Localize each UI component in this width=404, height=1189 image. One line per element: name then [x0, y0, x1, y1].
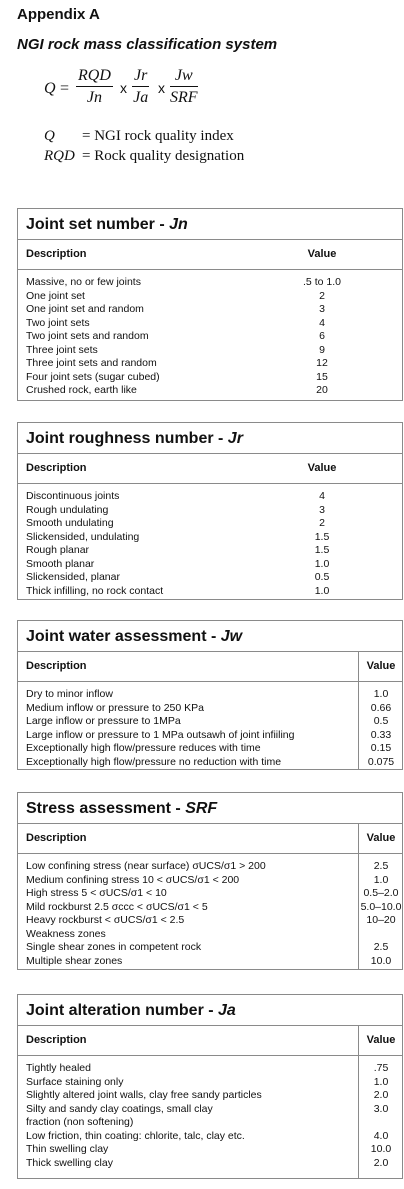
- row-value: 0.5: [314, 571, 330, 583]
- table-row: [18, 729, 402, 743]
- row-description: Medium confining stress 10 < σUCS/σ1 < 200: [26, 873, 240, 886]
- fraction-numerator: Jw: [170, 66, 198, 87]
- row-description: High stress 5 < σUCS/σ1 < 10: [26, 887, 167, 899]
- row-description: Large inflow or pressure to 1 MPa outsawh of joint infiiling: [26, 728, 295, 741]
- row-value: 2.0: [373, 1156, 389, 1169]
- table-row: [18, 290, 402, 304]
- table-row: [18, 928, 402, 942]
- row-description: Single shear zones in competent rock: [26, 941, 202, 953]
- row-value: .75: [373, 1062, 389, 1074]
- table-body: [18, 682, 402, 769]
- table-row: [18, 517, 402, 531]
- table-row: [18, 1116, 402, 1130]
- row-description: One joint set and random: [26, 303, 144, 315]
- row-value: 3: [319, 503, 325, 516]
- row-description: Thick infilling, no rock contact: [26, 584, 164, 597]
- table-row: [18, 742, 402, 756]
- column-header-description: Description: [26, 1034, 87, 1046]
- legend-rqd: [44, 148, 244, 165]
- column-header-value: Value: [366, 660, 396, 672]
- row-value: 1.5: [314, 544, 330, 556]
- table-row: [18, 1130, 402, 1144]
- table-body: [18, 270, 402, 398]
- table-row: [18, 504, 402, 518]
- table-row: [18, 955, 402, 969]
- row-value: .5 to 1.0: [303, 276, 341, 288]
- row-description: Two joint sets: [26, 316, 90, 329]
- row-description: Slickensided, planar: [26, 571, 120, 583]
- row-description: Slickensided, undulating: [26, 530, 140, 543]
- row-value: 10.0: [370, 954, 392, 967]
- column-header-row: [18, 652, 402, 682]
- row-description: Two joint sets and random: [26, 330, 149, 342]
- legend-symbol: RQD: [44, 148, 75, 164]
- table-stress-assessment: [17, 792, 403, 970]
- row-value: 2.0: [373, 1089, 389, 1101]
- page-subtitle: NGI rock mass classification system: [17, 36, 278, 53]
- row-value: 2.5: [373, 941, 389, 953]
- table-body: [18, 484, 402, 598]
- table-row: [18, 756, 402, 770]
- table-row: [18, 531, 402, 545]
- legend-q: [44, 128, 234, 145]
- row-description: Exceptionally high flow/pressure reduces with time: [26, 742, 261, 754]
- table-body: [18, 1056, 402, 1170]
- row-value: 6: [319, 330, 325, 342]
- column-header-row: [18, 454, 402, 484]
- column-header-description: Description: [26, 660, 87, 672]
- row-description: One joint set: [26, 289, 85, 302]
- row-value: 12: [316, 357, 328, 369]
- column-header-description: Description: [26, 462, 87, 474]
- fraction-numerator: RQD: [76, 66, 113, 87]
- formula-equals: =: [60, 80, 70, 97]
- row-description: Weakness zones: [26, 927, 106, 940]
- appendix-heading: Appendix A: [17, 6, 100, 23]
- row-description: Dry to minor inflow: [26, 688, 113, 700]
- table-row: [18, 688, 402, 702]
- row-value: 3.0: [373, 1102, 389, 1115]
- column-header-row: [18, 1026, 402, 1056]
- row-description: Surface staining only: [26, 1075, 124, 1088]
- row-description: Discontinuous joints: [26, 490, 120, 502]
- row-description: Rough undulating: [26, 503, 109, 516]
- row-value: 5.0–10.0: [360, 900, 402, 913]
- table-row: [18, 1157, 402, 1171]
- table-row: [18, 384, 402, 398]
- row-description: Medium inflow or pressure to 250 KPa: [26, 701, 205, 714]
- row-value: 1.0: [373, 688, 389, 700]
- column-header-description: Description: [26, 832, 87, 844]
- legend-text: = NGI rock quality index: [82, 128, 234, 144]
- table-row: [18, 558, 402, 572]
- table-row: [18, 585, 402, 599]
- row-description: Mild rockburst 2.5 σccc < σUCS/σ1 < 5: [26, 900, 208, 913]
- column-header-value: Value: [307, 248, 337, 260]
- fraction-denominator: SRF: [170, 89, 198, 106]
- row-value: 1.0: [314, 584, 330, 597]
- row-description: Low friction, thin coating: chlorite, talc, clay etc.: [26, 1129, 245, 1142]
- row-value: 2: [319, 517, 325, 529]
- column-header-value: Value: [366, 1034, 396, 1046]
- row-value: 2: [319, 289, 325, 302]
- table-joint-set-number: [17, 208, 403, 401]
- table-row: [18, 941, 402, 955]
- row-value: 20: [316, 384, 328, 396]
- table-row: [18, 571, 402, 585]
- row-description: Exceptionally high flow/pressure no reduction with time: [26, 755, 282, 768]
- table-title: Stress assessment - SRF: [18, 793, 402, 824]
- table-body: [18, 854, 402, 968]
- fraction-jr-ja: [132, 66, 149, 109]
- fraction-rqd-jn: [76, 66, 113, 109]
- row-description: Thick swelling clay: [26, 1156, 113, 1169]
- row-value: 10–20: [366, 914, 396, 926]
- row-value: 0.33: [370, 728, 392, 741]
- row-description: Crushed rock, earth like: [26, 384, 137, 396]
- table-row: [18, 371, 402, 385]
- row-description: Multiple shear zones: [26, 954, 123, 967]
- row-value: 2.5: [373, 860, 389, 872]
- row-value: 4: [319, 490, 325, 502]
- times-sign: x: [120, 80, 127, 96]
- row-description: Rough planar: [26, 544, 90, 556]
- fraction-denominator: Ja: [133, 89, 149, 106]
- column-header-value: Value: [366, 832, 396, 844]
- table-row: [18, 490, 402, 504]
- table-row: [18, 1062, 402, 1076]
- row-value: 0.66: [370, 701, 392, 714]
- fraction-numerator: Jr: [132, 66, 149, 87]
- table-row: [18, 860, 402, 874]
- table-row: [18, 330, 402, 344]
- column-header-value: Value: [307, 462, 337, 474]
- column-header-row: [18, 824, 402, 854]
- row-description: Low confining stress (near surface) σUCS/σ1 > 200: [26, 860, 266, 872]
- table-row: [18, 344, 402, 358]
- row-value: 0.075: [367, 755, 395, 768]
- table-row: [18, 715, 402, 729]
- table-row: [18, 303, 402, 317]
- row-description: Heavy rockburst < σUCS/σ1 < 2.5: [26, 914, 185, 926]
- table-title: Joint alteration number - Ja: [18, 995, 402, 1026]
- row-description: Massive, no or few joints: [26, 276, 141, 288]
- column-header-row: [18, 240, 402, 270]
- table-title: Joint roughness number - Jr: [18, 423, 402, 454]
- table-row: [18, 1143, 402, 1157]
- row-description: Thin swelling clay: [26, 1143, 109, 1155]
- row-value: 1.5: [314, 530, 330, 543]
- row-description: Three joint sets and random: [26, 357, 157, 369]
- table-row: [18, 1089, 402, 1103]
- row-description: Slightly altered joint walls, clay free sandy particles: [26, 1089, 262, 1101]
- row-value: 3: [319, 303, 325, 315]
- row-value: 4.0: [373, 1129, 389, 1142]
- table-joint-water-assessment: [17, 620, 403, 770]
- row-description: Smooth planar: [26, 557, 95, 570]
- row-value: 1.0: [314, 557, 330, 570]
- table-joint-alteration-number: [17, 994, 403, 1179]
- table-joint-roughness-number: [17, 422, 403, 600]
- row-description: Four joint sets (sugar cubed): [26, 370, 160, 383]
- row-description: Smooth undulating: [26, 517, 114, 529]
- column-header-description: Description: [26, 248, 87, 260]
- table-row: [18, 901, 402, 915]
- table-row: [18, 887, 402, 901]
- times-sign: x: [158, 80, 165, 96]
- table-row: [18, 702, 402, 716]
- row-value: 9: [319, 343, 325, 356]
- table-row: [18, 357, 402, 371]
- table-title: Joint set number - Jn: [18, 209, 402, 240]
- fraction-jw-srf: [170, 66, 198, 109]
- row-description: Silty and sandy clay coatings, small clay: [26, 1102, 213, 1115]
- table-row: [18, 874, 402, 888]
- row-value: 0.5–2.0: [363, 887, 399, 899]
- table-row: [18, 1076, 402, 1090]
- fraction-denominator: Jn: [86, 89, 102, 106]
- table-row: [18, 317, 402, 331]
- row-value: 15: [316, 370, 328, 383]
- row-description: Three joint sets: [26, 343, 98, 356]
- table-row: [18, 914, 402, 928]
- legend-text: = Rock quality designation: [82, 148, 245, 164]
- legend-symbol: Q: [44, 128, 55, 144]
- table-row: [18, 544, 402, 558]
- table-title: Joint water assessment - Jw: [18, 621, 402, 652]
- table-row: [18, 1103, 402, 1117]
- row-description: Tightly healed: [26, 1062, 91, 1074]
- formula-lhs: Q: [44, 80, 56, 97]
- row-value: 1.0: [373, 1075, 389, 1088]
- table-row: [18, 276, 402, 290]
- row-value: 10.0: [370, 1143, 392, 1155]
- row-value: 0.15: [370, 742, 392, 754]
- row-description: fraction (non softening): [26, 1116, 134, 1128]
- row-value: 1.0: [373, 873, 389, 886]
- row-value: 0.5: [373, 715, 389, 727]
- row-value: 4: [319, 316, 325, 329]
- row-description: Large inflow or pressure to 1MPa: [26, 715, 181, 727]
